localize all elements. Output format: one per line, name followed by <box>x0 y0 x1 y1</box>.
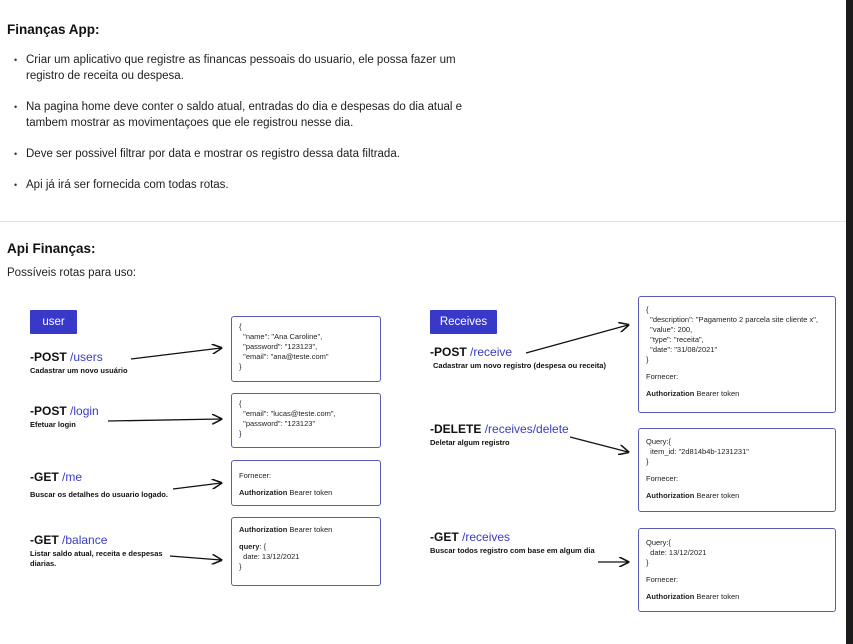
box-text: Bearer token <box>287 488 333 497</box>
route-path: /receive <box>470 345 513 359</box>
box-line: } <box>239 562 242 571</box>
box-line: "value": 200, <box>646 325 693 334</box>
list-item: • Api já irá ser fornecida com todas rotas. <box>14 177 494 193</box>
route-desc: Efetuar login <box>30 420 76 429</box>
box-label: Fornecer: <box>239 471 272 480</box>
route-path: /balance <box>62 533 108 547</box>
box-line: { <box>646 305 649 314</box>
box-text: Bearer token <box>694 491 740 500</box>
box-line: } <box>646 457 649 466</box>
box-line: } <box>239 429 242 438</box>
arrow-balance <box>170 556 221 560</box>
route-path: /me <box>62 470 83 484</box>
route-desc: Cadastrar um novo registro (despesa ou receita) <box>433 361 606 370</box>
box-line: } <box>646 355 649 364</box>
list-item: • Criar um aplicativo que registre as financas pessoais do usuario, ele possa fazer um registro de receita ou despesa. <box>14 52 494 84</box>
api-title: Api Finanças: <box>7 241 96 256</box>
box-line: "description": "Pagamento 2 parcela site cliente x", <box>646 315 818 324</box>
route-method: -GET <box>430 530 459 544</box>
box-text: Bearer token <box>287 525 333 534</box>
route-path: /receives/delete <box>484 422 569 436</box>
route-method: -POST <box>30 350 67 364</box>
api-subtitle: Possíveis rotas para uso: <box>7 267 137 279</box>
receives-tag: Receives <box>430 310 497 334</box>
route-method: -POST <box>30 404 67 418</box>
box-bold: Authorization <box>646 389 695 398</box>
arrow-delete <box>570 437 628 452</box>
box-bold: Authorization <box>239 525 288 534</box>
box-line: { <box>239 322 242 331</box>
box-text: Bearer token <box>694 592 740 601</box>
route-desc: Cadastrar um novo usuário <box>30 366 128 375</box>
box-label: Fornecer: <box>646 575 679 584</box>
box-line: date: 13/12/2021 <box>239 552 300 561</box>
user-tag: user <box>30 310 77 334</box>
box-bold: query <box>239 542 260 551</box>
box-bold: Authorization <box>646 592 695 601</box>
arrow-receive <box>526 325 628 353</box>
box-line: item_id: "2d814b4b-1231231" <box>646 447 749 456</box>
box-line: "name": "Ana Caroline", <box>239 332 323 341</box>
box-line: "date": "31/08/2021" <box>646 345 718 354</box>
box-line: "password": "123123" <box>239 419 316 428</box>
list-item: • Deve ser possivel filtrar por data e mostrar os registro dessa data filtrada. <box>14 146 494 162</box>
arrow-login <box>108 419 221 421</box>
box-bold: Authorization <box>239 488 288 497</box>
box-label: Fornecer: <box>646 372 679 381</box>
box-line: } <box>646 558 649 567</box>
box-label: Fornecer: <box>646 474 679 483</box>
route-method: -DELETE <box>430 422 482 436</box>
route-desc: Buscar todos registro com base em algum dia <box>430 546 595 555</box>
box-line: { <box>239 399 242 408</box>
list-item: • Na pagina home deve conter o saldo atual, entradas do dia e despesas do dia atual e tambem mostrar as movimentaçoes que ele registrou nesse dia. <box>14 99 494 131</box>
arrow-me <box>173 483 221 489</box>
route-desc: Listar saldo atual, receita e despesas diarias. <box>30 549 163 568</box>
route-method: -POST <box>430 345 467 359</box>
route-method: -GET <box>30 533 59 547</box>
intro-title: Finanças App: <box>7 22 100 37</box>
box-text: : { <box>259 542 267 551</box>
box-bold: Authorization <box>646 491 695 500</box>
arrow-users <box>131 348 221 359</box>
box-text: Bearer token <box>694 389 740 398</box>
route-path: /login <box>70 404 99 418</box>
box-line: "type": "receita", <box>646 335 704 344</box>
route-path: /users <box>70 350 103 364</box>
box-line: "email": "ana@teste.com" <box>239 352 329 361</box>
box-line: Query:{ <box>646 437 672 446</box>
box-line: "email": "lucas@teste.com", <box>239 409 336 418</box>
box-line: "password": "123123", <box>239 342 318 351</box>
box-line: date: 13/12/2021 <box>646 548 707 557</box>
route-desc: Buscar os detalhes do usuario logado. <box>30 490 168 499</box>
route-method: -GET <box>30 470 59 484</box>
route-path: /receives <box>462 530 511 544</box>
box-line: Query:{ <box>646 538 672 547</box>
box-line: } <box>239 362 242 371</box>
route-desc: Deletar algum registro <box>430 438 510 447</box>
